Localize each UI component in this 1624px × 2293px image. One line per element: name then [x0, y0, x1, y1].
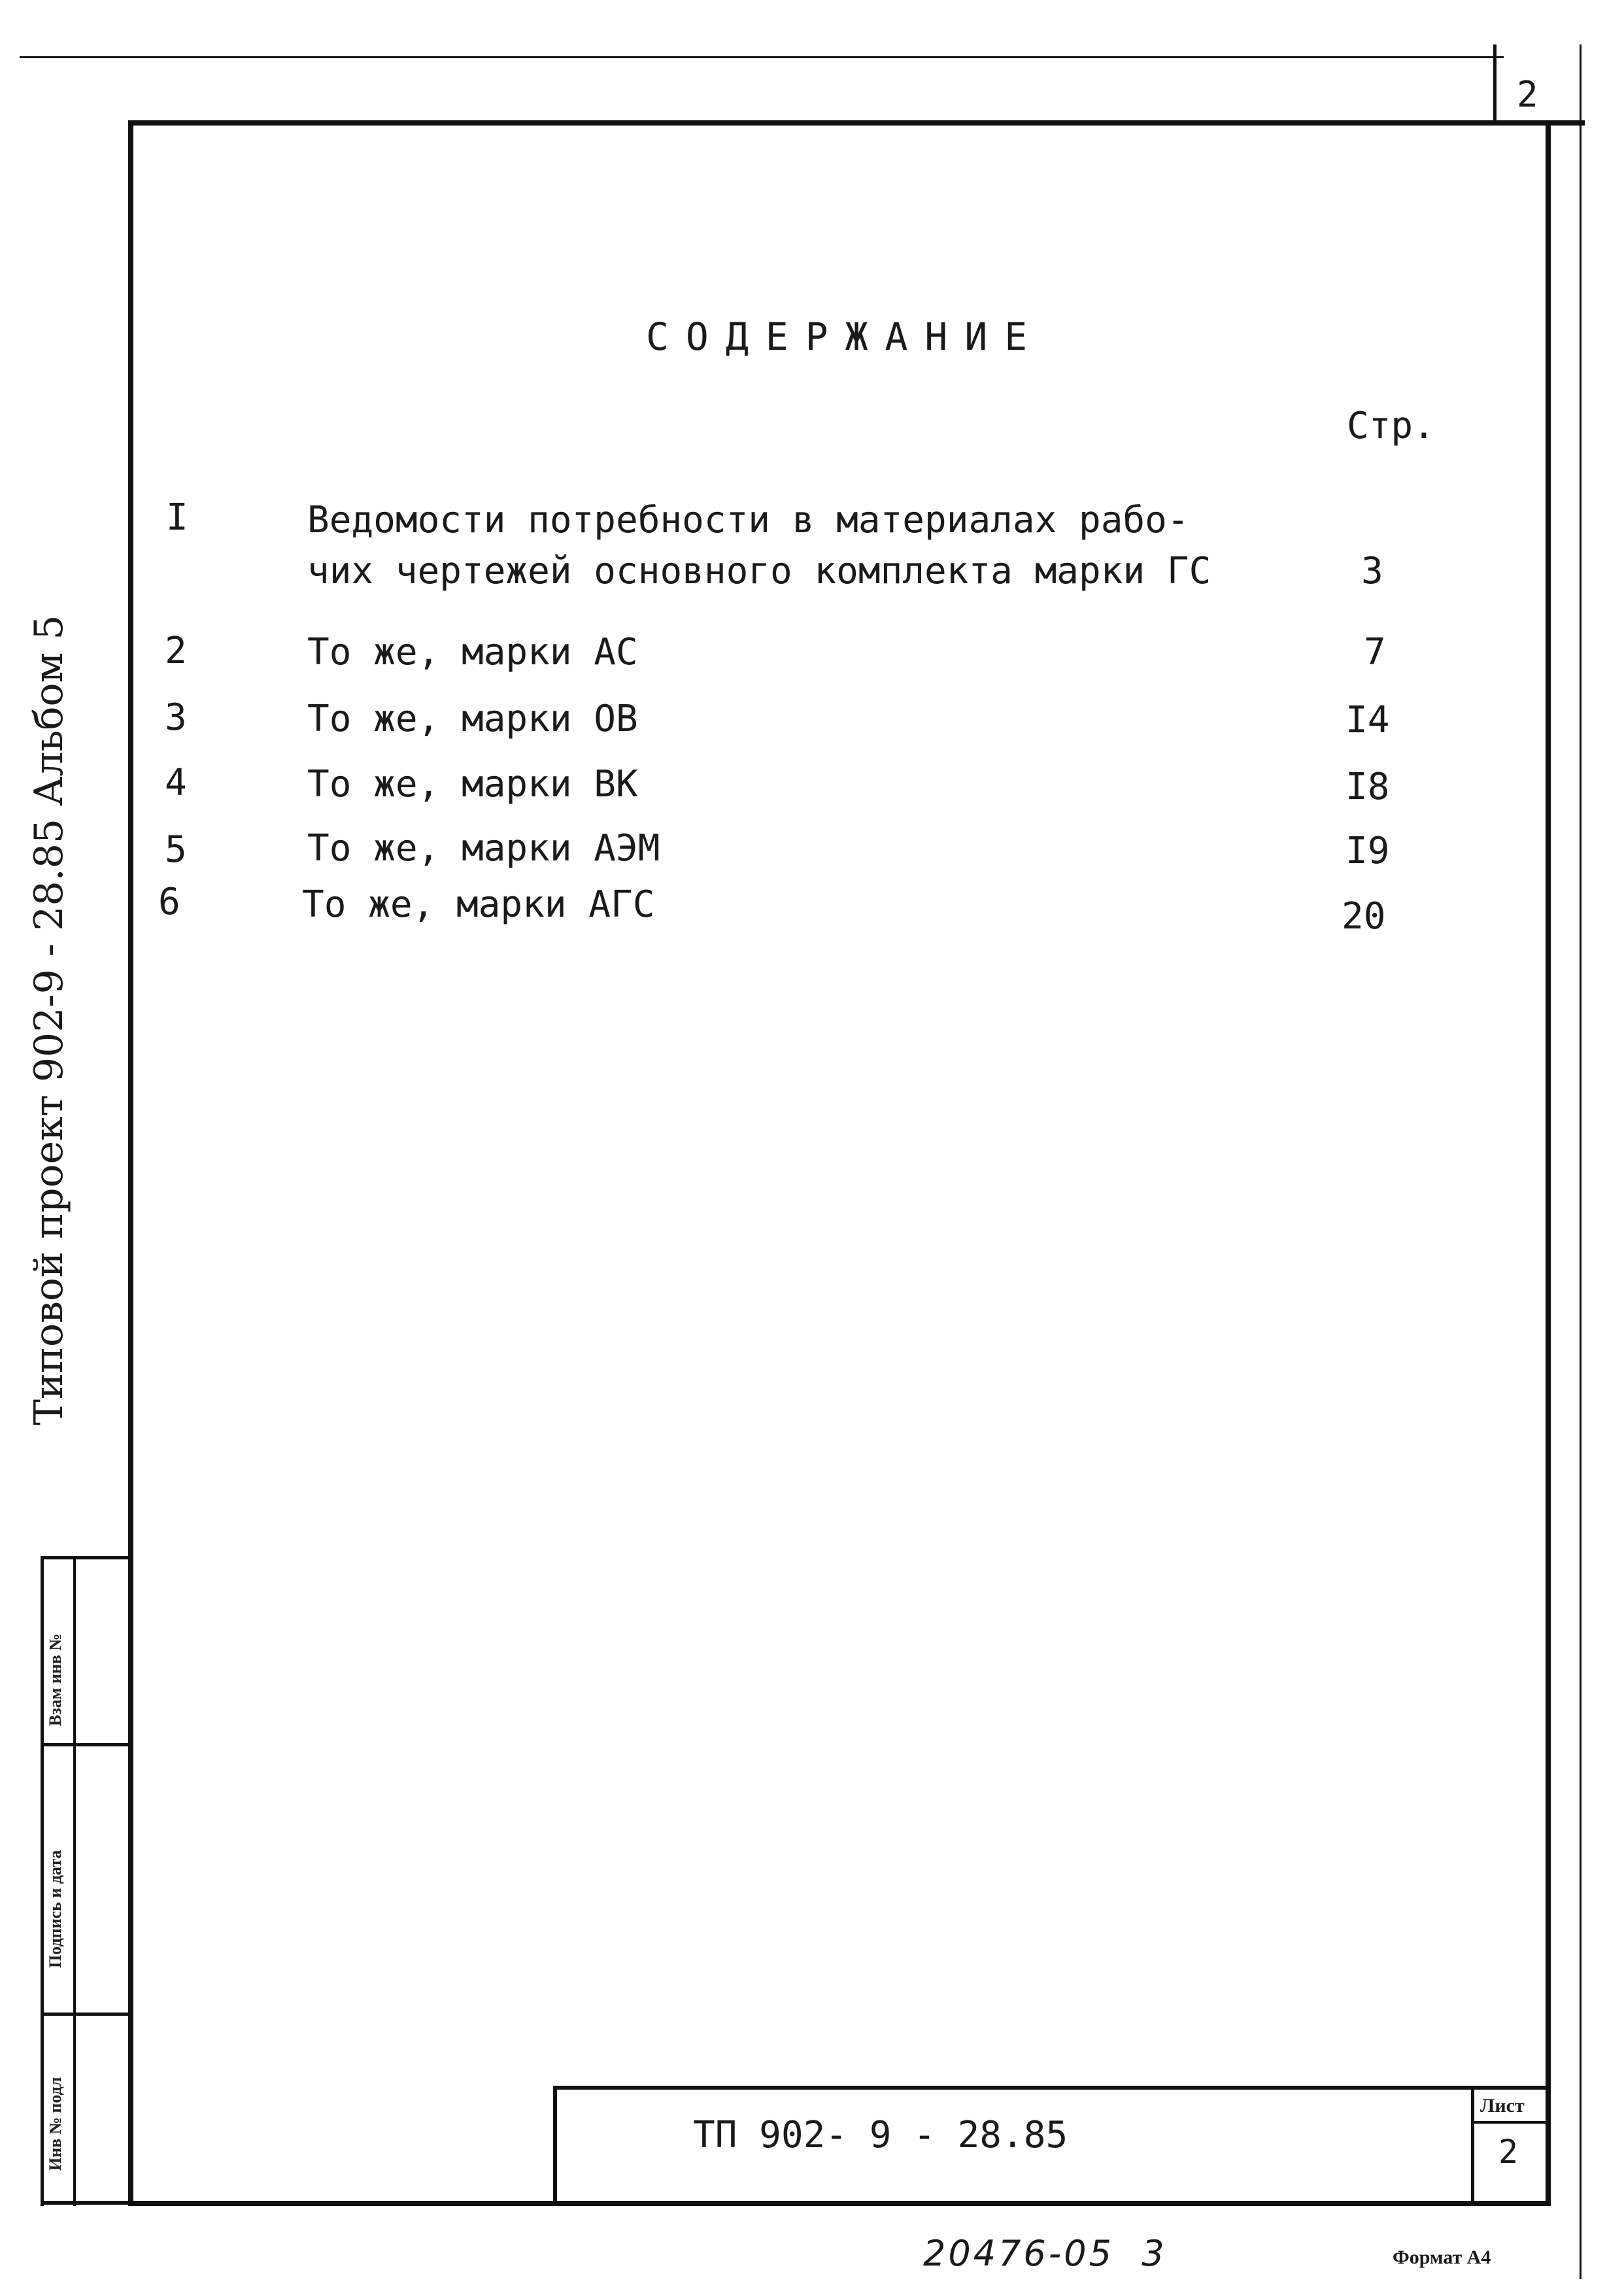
- frame-left-border: [128, 120, 133, 2206]
- toc-page: I9: [1345, 830, 1390, 872]
- outer-right-line: [1580, 122, 1582, 2279]
- stamp-top: [41, 1556, 132, 1559]
- sheet-label: Лист: [1480, 2095, 1525, 2116]
- frame-bottom-border: [128, 2201, 1551, 2206]
- toc-number: 2: [165, 630, 187, 672]
- stamp-label-vzam-inv: Взам инв №: [46, 1633, 65, 1726]
- toc-text: То же, марки АГС: [302, 883, 655, 926]
- stamp-label-podpis-data: Подпись и дата: [46, 1850, 65, 1968]
- frame-right-border: [1546, 120, 1551, 2206]
- corner-sheet-number: 2: [1517, 74, 1538, 115]
- stamp-divider-2: [41, 2013, 132, 2016]
- toc-number: 4: [165, 762, 187, 804]
- frame-top-border: [128, 120, 1585, 126]
- page-column-header: Стр.: [1347, 405, 1435, 447]
- format-label: Формат А4: [1393, 2247, 1491, 2268]
- toc-page: 3: [1361, 550, 1383, 592]
- handwritten-inventory-number: 20476-05 3: [923, 2233, 1167, 2274]
- toc-page: 20: [1342, 895, 1386, 938]
- corner-box-left: [1493, 44, 1497, 126]
- toc-page: I4: [1345, 699, 1390, 741]
- toc-text: То же, марки АС: [307, 631, 638, 673]
- stamp-outer-left: [41, 1556, 44, 2206]
- toc-text: То же, марки ОВ: [307, 698, 638, 740]
- toc-text: То же, марки ВК: [307, 763, 638, 806]
- toc-number: I: [166, 496, 188, 539]
- title-block-left: [553, 2086, 557, 2206]
- toc-page: 7: [1364, 631, 1386, 673]
- toc-number: 6: [158, 881, 180, 923]
- stamp-divider-1: [41, 1743, 132, 1746]
- toc-text: То же, марки АЭМ: [307, 827, 660, 870]
- toc-page: I8: [1345, 766, 1390, 808]
- sheet-number: 2: [1498, 2133, 1519, 2171]
- title-block-top: [553, 2086, 1551, 2090]
- stamp-inner-divider: [73, 1556, 76, 2206]
- stamp-bottom: [41, 2201, 132, 2205]
- corner-box-right: [1580, 44, 1582, 126]
- document-code: ТП 902- 9 - 28.85: [693, 2114, 1068, 2156]
- toc-number: 5: [165, 828, 187, 871]
- title-block-sheet-label-line: [1471, 2121, 1549, 2124]
- toc-text: чих чертежей основного комплекта марки ГС: [307, 550, 1211, 592]
- contents-heading: СОДЕРЖАНИЕ: [646, 314, 1045, 359]
- toc-text: Ведомости потребности в материалах рабо-: [307, 499, 1189, 541]
- top-trim-line: [20, 56, 1504, 58]
- side-project-title: Типовой проект 902-9 - 28.85 Альбом 5: [26, 615, 72, 1425]
- stamp-label-inv-podl: Инв № подл: [46, 2077, 65, 2171]
- title-block-sheet-divider: [1471, 2086, 1474, 2206]
- toc-number: 3: [165, 696, 187, 739]
